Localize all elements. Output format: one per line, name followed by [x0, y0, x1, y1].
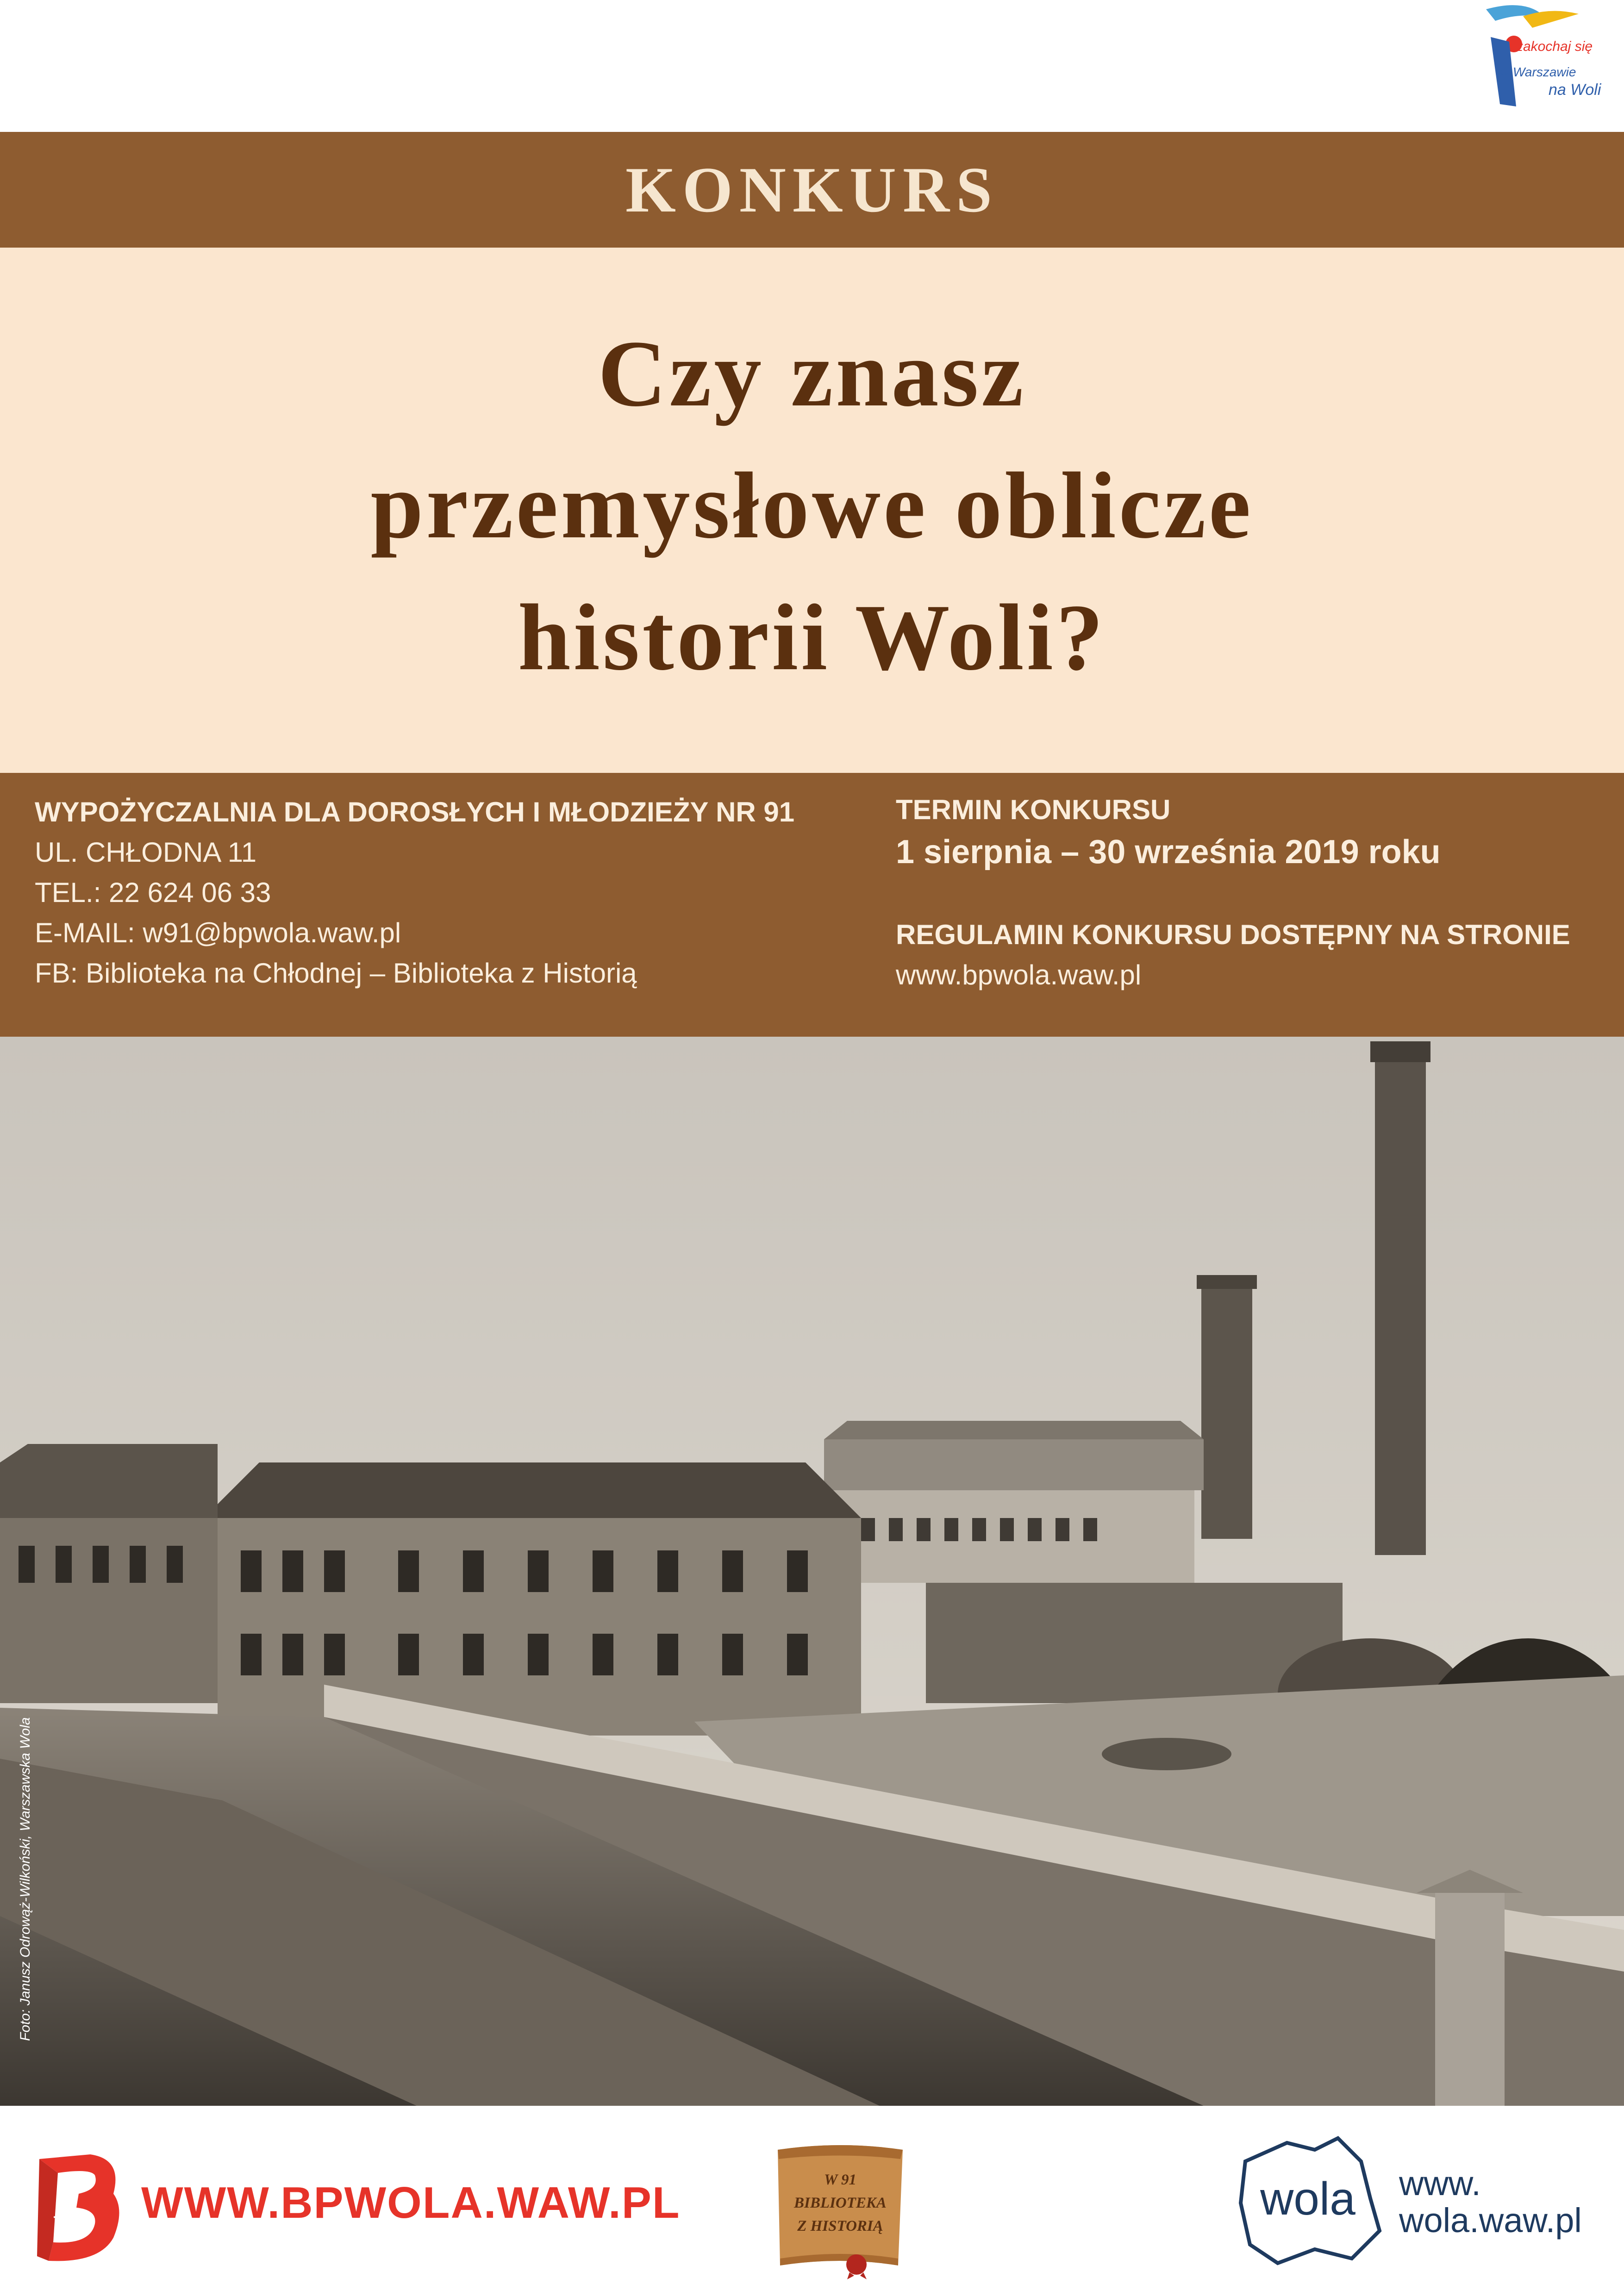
term-label: TERMIN KONKURSU — [896, 794, 1171, 825]
svg-text:bp: bp — [51, 2198, 71, 2219]
footer — [0, 2106, 1624, 2296]
title-line-1: Czy znasz — [598, 321, 1026, 426]
logo-text-1: zakochaj się — [1516, 39, 1593, 54]
title-line-2: przemysłowe oblicze — [370, 453, 1254, 558]
scroll-line-3: Z HISTORIĄ — [797, 2218, 883, 2234]
rules-url[interactable]: www.bpwola.waw.pl — [896, 959, 1142, 990]
library-phone: TEL.: 22 624 06 33 — [35, 877, 271, 908]
scroll-line-2: BIBLIOTEKA — [794, 2195, 887, 2211]
chimney-small — [1201, 1280, 1252, 1539]
konkurs-label: KONKURS — [625, 154, 999, 226]
scroll-line-1: W 91 — [824, 2172, 856, 2188]
photo-credit: Foto: Janusz Odrowąż-Wilkoński, Warszawska Wola — [18, 1717, 33, 2041]
library-facebook[interactable]: FB: Biblioteka na Chłodnej – Biblioteka z Historią — [35, 958, 637, 989]
wola-url-line-1[interactable]: www. — [1399, 2164, 1481, 2203]
bpwola-logo — [35, 2150, 127, 2265]
chimney-tall — [1375, 1046, 1426, 1555]
title-panel — [0, 248, 1624, 773]
wola-logo-text: wola — [1260, 2173, 1355, 2225]
library-address: UL. CHŁODNA 11 — [35, 837, 257, 868]
rules-label: REGULAMIN KONKURSU DOSTĘPNY NA STRONIE — [896, 919, 1570, 950]
wola-url-line-2[interactable]: wola.waw.pl — [1399, 2201, 1582, 2240]
bpwola-url[interactable]: WWW.BPWOLA.WAW.PL — [141, 2178, 681, 2228]
wola-district-logo — [1231, 2134, 1389, 2272]
info-band — [0, 773, 1624, 1037]
title-line-3: historii Woli? — [518, 585, 1106, 690]
biblioteka-z-historia-scroll — [768, 2140, 912, 2279]
library-name: WYPOŻYCZALNIA DLA DOROSŁYCH I MŁODZIEŻY NR 91 — [35, 796, 795, 828]
term-dates: 1 sierpnia – 30 września 2019 roku — [896, 834, 1441, 871]
historical-factory-photo — [0, 1037, 1624, 2106]
library-email[interactable]: E-MAIL: w91@bpwola.waw.pl — [35, 917, 401, 948]
konkurs-band — [0, 132, 1624, 248]
logo-text-3: na Woli — [1549, 81, 1601, 99]
zakochaj-logo — [1472, 0, 1620, 125]
logo-text-2: w Warszawie — [1500, 65, 1576, 79]
